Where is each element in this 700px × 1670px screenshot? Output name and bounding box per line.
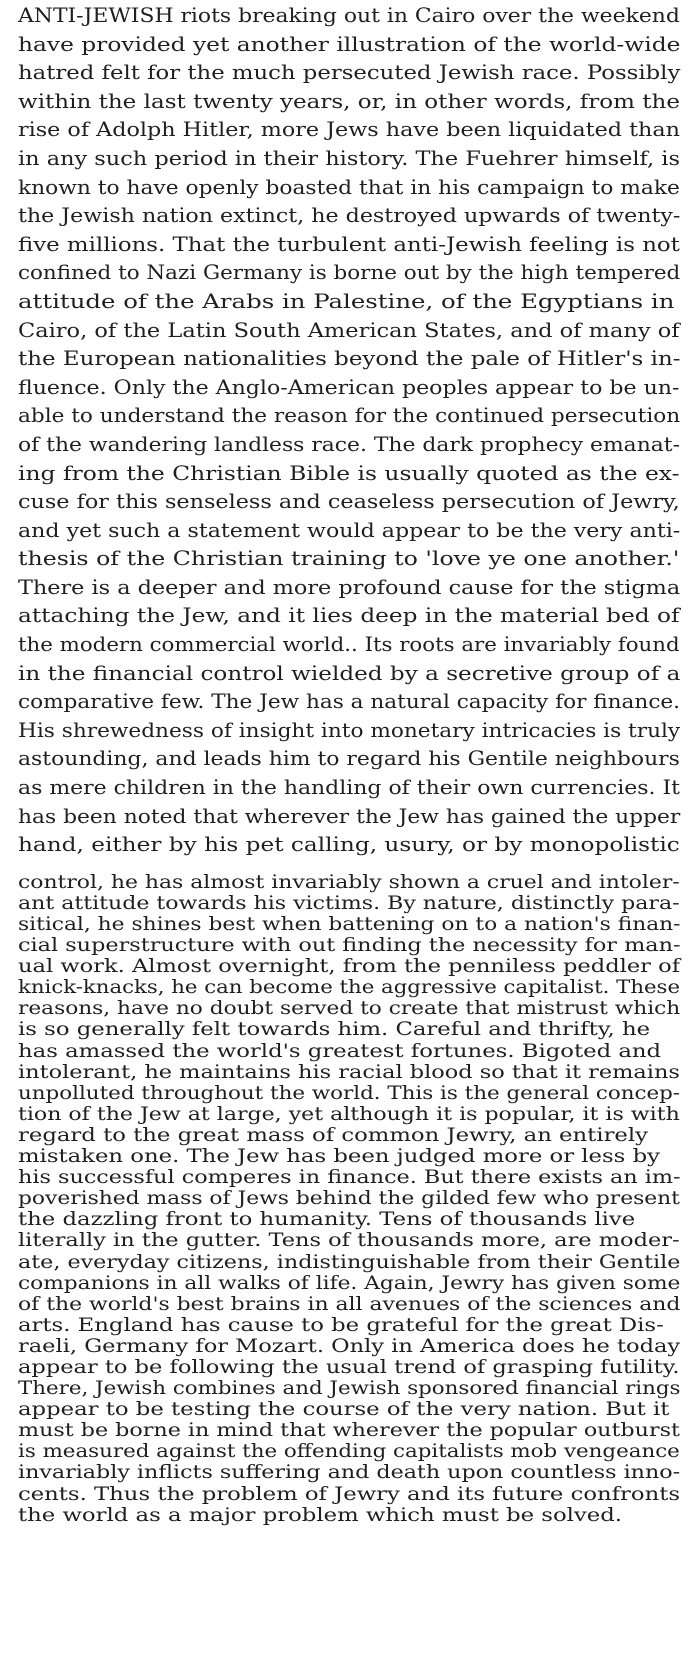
text-line: cuse for this senseless and ceaseless persecution of Jewry, xyxy=(18,490,680,514)
text-line: the modern commercial world.. Its roots are invariably found xyxy=(18,633,680,657)
text-line: tion of the Jew at large, yet although it is popular, it is with xyxy=(18,1103,680,1125)
text-line: ing from the Christian Bible is usually quoted as the ex- xyxy=(18,461,680,485)
text-line: ANTI-JEWISH riots breaking out in Cairo over the weekend xyxy=(18,4,680,27)
text-line: mistaken one. The Jew has been judged more or less by xyxy=(18,1146,660,1168)
text-line: ant attitude towards his victims. By nature, distinctly para- xyxy=(18,892,680,914)
text-line: raeli, Germany for Mozart. Only in America does he today xyxy=(18,1335,681,1357)
text-line: companions in all walks of life. Again, Jewry has given some xyxy=(18,1272,681,1294)
text-line: unpolluted throughout the world. This is the general concep- xyxy=(18,1082,681,1104)
text-line: of the world's best brains in all avenues of the sciences and xyxy=(18,1293,681,1315)
text-line: have provided yet another illustration of the world-wide xyxy=(18,32,681,56)
text-line: within the last twenty years, or, in other words, from the xyxy=(18,89,680,113)
text-line: hatred felt for the much persecuted Jewish race. Possibly xyxy=(18,61,681,85)
article-section-upper xyxy=(18,2,698,860)
text-line: appear to be testing the course of the very nation. But it xyxy=(18,1399,670,1421)
text-line: must be borne in mind that wherever the popular outburst xyxy=(18,1420,680,1442)
text-line: the Jewish nation extinct, he destroyed upwards of twenty- xyxy=(18,204,681,228)
text-line: literally in the gutter. Tens of thousands more, are moder- xyxy=(18,1230,680,1252)
text-line: arts. England has cause to be grateful for the great Dis- xyxy=(18,1314,664,1336)
text-line: the world as a major problem which must be solved. xyxy=(18,1504,623,1526)
text-line: ual work. Almost overnight, from the penniless peddler of xyxy=(18,956,681,978)
text-line: Cairo, of the Latin South American States, and of many of xyxy=(18,318,680,342)
text-line: in the financial control wielded by a secretive group of a xyxy=(18,661,681,685)
text-line: attaching the Jew, and it lies deep in the material bed of xyxy=(18,604,680,628)
text-line: in any such period in their history. The Fuehrer himself, is xyxy=(18,146,680,170)
text-line: rise of Adolph Hitler, more Jews have been liquidated than xyxy=(18,118,680,142)
text-line: is so generally felt towards him. Careful and thrifty, he xyxy=(18,1019,651,1041)
text-line: ate, everyday citizens, indistinguishable from their Gentile xyxy=(18,1251,681,1273)
text-line: able to understand the reason for the continued persecution xyxy=(18,404,681,428)
text-line: control, he has almost invariably shown a cruel and intoler- xyxy=(18,871,680,893)
text-line: invariably inflicts suffering and death upon countless inno- xyxy=(18,1462,681,1484)
text-line: and yet such a statement would appear to be the very anti- xyxy=(18,518,681,542)
text-line: intolerant, he maintains his racial blood so that it remains xyxy=(18,1061,680,1083)
text-line: astounding, and leads him to regard his Gentile neighbours xyxy=(18,747,680,771)
text-line: fluence. Only the Anglo-American peoples appear to be un- xyxy=(18,375,680,399)
article-section-lower xyxy=(18,872,698,1526)
text-line: has been noted that wherever the Jew has gained the upper xyxy=(18,804,681,828)
text-line: appear to be following the usual trend of grasping futility. xyxy=(18,1356,680,1378)
text-line: known to have openly boasted that in his campaign to make xyxy=(18,175,680,199)
text-line: sitical, he shines best when battening on to a nation's finan- xyxy=(18,914,681,935)
text-line: poverished mass of Jews behind the gilded few who present xyxy=(18,1188,680,1210)
text-line: There is a deeper and more profound cause for the stigma xyxy=(18,575,681,599)
text-line: confined to Nazi Germany is borne out by the high tempered xyxy=(18,261,681,285)
text-line: knick-knacks, he can become the aggressive capitalist. These xyxy=(18,977,681,999)
text-line: There, Jewish combines and Jewish sponsored financial rings xyxy=(18,1378,681,1400)
text-line: the dazzling front to humanity. Tens of thousands live xyxy=(18,1209,636,1231)
text-line: reasons, have no doubt served to create that mistrust which xyxy=(18,998,681,1020)
text-line: as mere children in the handling of their own currencies. It xyxy=(18,776,680,800)
text-line: cial superstructure with out finding the necessity for man- xyxy=(18,935,681,957)
text-line: the European nationalities beyond the pale of Hitler's in- xyxy=(18,347,681,371)
text-line: five millions. That the turbulent anti-Jewish feeling is not xyxy=(18,232,680,256)
text-line: is measured against the offending capitalists mob vengeance xyxy=(18,1441,680,1463)
text-line: has amassed the world's greatest fortunes. Bigoted and xyxy=(18,1040,662,1062)
text-line: comparative few. The Jew has a natural capacity for finance. xyxy=(18,690,681,714)
text-line: thesis of the Christian training to 'love ye one another.' xyxy=(18,547,680,571)
text-line: regard to the great mass of common Jewry, an entirely xyxy=(18,1124,648,1146)
text-line: hand, either by his pet calling, usury, or by monopolistic xyxy=(18,833,680,857)
text-line: his successful comperes in finance. But there exists an im- xyxy=(18,1167,681,1189)
article-body xyxy=(18,2,698,1526)
text-line: cents. Thus the problem of Jewry and its future confronts xyxy=(18,1483,680,1505)
text-line: of the wandering landless race. The dark prophecy emanat- xyxy=(18,432,680,456)
text-line: His shrewedness of insight into monetary intricacies is truly xyxy=(18,718,681,742)
text-line: attitude of the Arabs in Palestine, of the Egyptians in xyxy=(18,289,675,313)
